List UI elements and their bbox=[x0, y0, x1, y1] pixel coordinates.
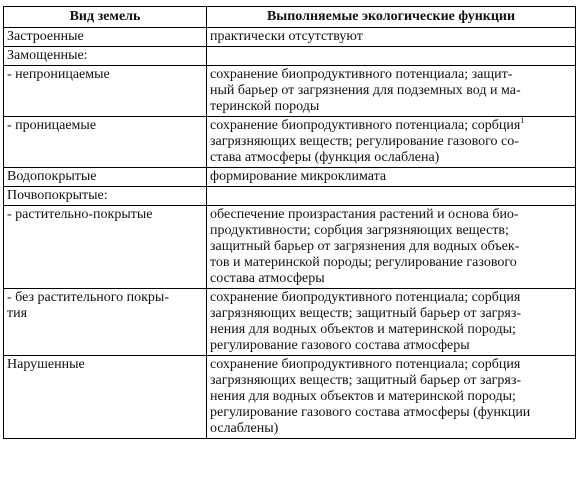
function-line bbox=[210, 118, 572, 134]
function-line: става атмосферы (функция ослаблена) bbox=[210, 150, 440, 165]
functions-cell bbox=[207, 187, 576, 206]
function-line: обеспечение произрастания растений и основа био- bbox=[210, 207, 519, 222]
function-line: тов и материнской породы; регулирование газового bbox=[210, 255, 517, 270]
land-type-cell: - проницаемые bbox=[4, 117, 207, 168]
function-line: сохранение биопродуктивного потенциала; сорбция bbox=[210, 290, 521, 305]
function-line: продуктивности; сорбция загрязняющих веществ; bbox=[210, 223, 509, 238]
footnote-marker: 1 bbox=[520, 116, 525, 125]
functions-cell bbox=[207, 66, 576, 117]
functions-cell bbox=[207, 206, 576, 289]
land-type-line: - без растительного покры- bbox=[7, 290, 170, 305]
land-type-cell: - непроницаемые bbox=[4, 66, 207, 117]
function-line: сохранение биопродуктивного потенциала; защит- bbox=[210, 67, 513, 82]
table-row bbox=[4, 117, 576, 168]
function-line: ный барьер от загрязнения для подземных вод и ма- bbox=[210, 83, 521, 98]
table-row bbox=[4, 47, 576, 66]
table-row bbox=[4, 206, 576, 289]
function-line: загрязняющих веществ; регулирование газового со- bbox=[210, 134, 519, 149]
function-line: состава атмосферы bbox=[210, 271, 325, 286]
land-functions-table bbox=[3, 6, 576, 439]
function-line: загрязняющих веществ; защитный барьер от загряз- bbox=[210, 306, 522, 321]
function-line-text: сохранение биопродуктивного потенциала; сорбция bbox=[210, 118, 521, 133]
table-row bbox=[4, 187, 576, 206]
function-line: нения для водных объектов и материнской породы; bbox=[210, 322, 516, 337]
functions-cell bbox=[207, 117, 576, 168]
function-line: теринской породы bbox=[210, 99, 320, 114]
function-line: ослаблены) bbox=[210, 421, 279, 436]
table-row bbox=[4, 66, 576, 117]
header-land-type: Вид земель bbox=[4, 7, 207, 28]
land-type-cell: - растительно-покрытые bbox=[4, 206, 207, 289]
land-type-cell: Застроенные bbox=[4, 28, 207, 47]
function-line: практически отсутствуют bbox=[210, 29, 363, 44]
land-type-line: тия bbox=[7, 306, 28, 321]
function-line: нения для водных объектов и материнской породы; bbox=[210, 389, 516, 404]
land-type-cell: Водопокрытые bbox=[4, 168, 207, 187]
functions-cell bbox=[207, 168, 576, 187]
header-eco-functions: Выполняемые экологические функции bbox=[207, 7, 576, 28]
land-type-cell: Замощенные: bbox=[4, 47, 207, 66]
function-line: защитный барьер от загрязнения для водных объек- bbox=[210, 239, 520, 254]
function-line: регулирование газового состава атмосферы (функции bbox=[210, 405, 531, 420]
land-type-cell: Нарушенные bbox=[4, 356, 207, 439]
functions-cell bbox=[207, 356, 576, 439]
table-header-row bbox=[4, 7, 576, 28]
function-line: сохранение биопродуктивного потенциала; сорбция bbox=[210, 357, 521, 372]
function-line: загрязняющих веществ; защитный барьер от загряз- bbox=[210, 373, 522, 388]
functions-cell bbox=[207, 47, 576, 66]
table-row bbox=[4, 289, 576, 356]
table-row bbox=[4, 28, 576, 47]
function-line: регулирование газового состава атмосферы bbox=[210, 338, 470, 353]
table-row bbox=[4, 356, 576, 439]
land-type-cell bbox=[4, 289, 207, 356]
functions-cell bbox=[207, 289, 576, 356]
functions-cell bbox=[207, 28, 576, 47]
land-type-cell: Почвопокрытые: bbox=[4, 187, 207, 206]
table-row bbox=[4, 168, 576, 187]
function-line: формирование микроклимата bbox=[210, 169, 387, 184]
